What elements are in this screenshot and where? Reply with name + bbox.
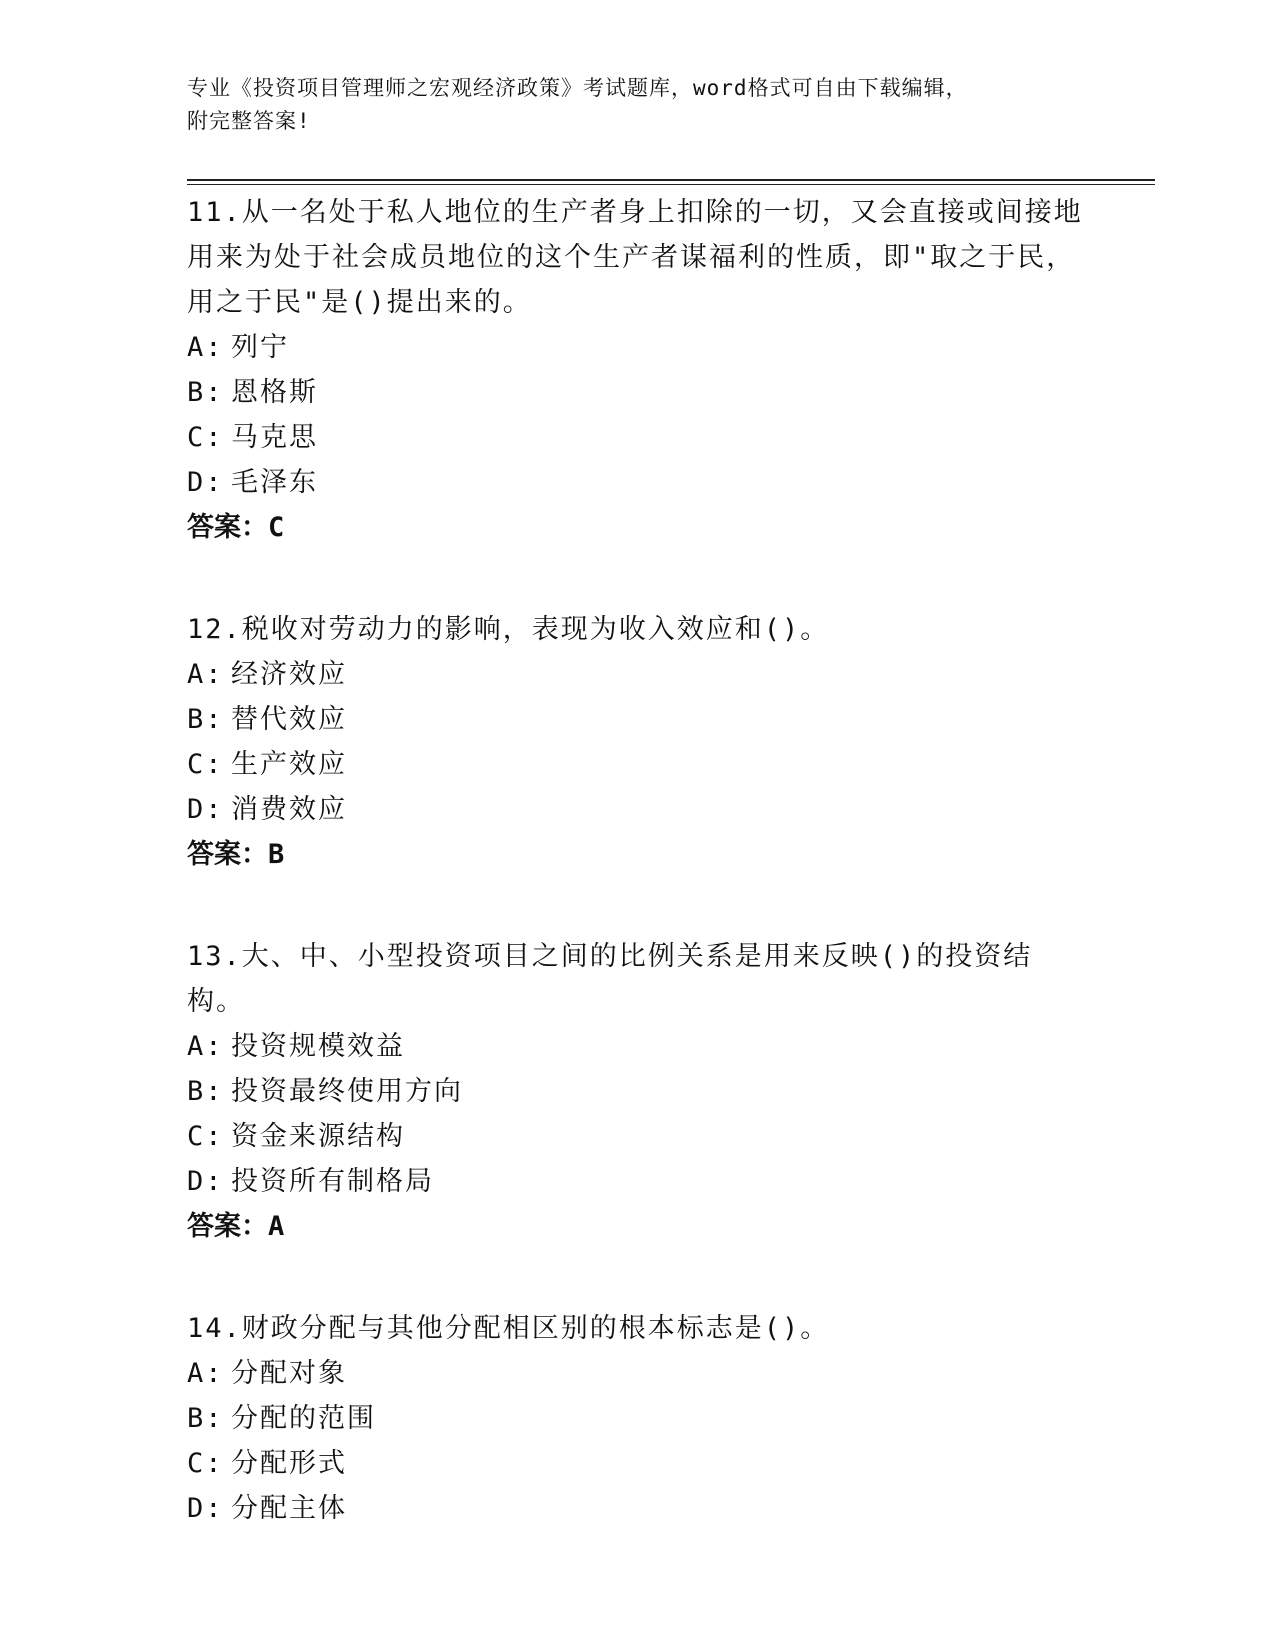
option-key: C: xyxy=(187,1448,224,1479)
option-key: C: xyxy=(187,422,224,453)
option-c xyxy=(187,1114,1087,1159)
option-key: A: xyxy=(187,332,224,363)
option-a xyxy=(187,325,1087,370)
option-key: B: xyxy=(187,1403,224,1434)
option-text: 替代效应 xyxy=(231,704,347,735)
option-text: 消费效应 xyxy=(231,794,347,825)
option-text: 经济效应 xyxy=(231,659,347,690)
option-d xyxy=(187,460,1087,505)
option-b xyxy=(187,370,1087,415)
option-text: 恩格斯 xyxy=(231,377,318,408)
option-key: D: xyxy=(187,794,224,825)
option-key: A: xyxy=(187,659,224,690)
option-key: D: xyxy=(187,467,224,498)
option-b xyxy=(187,1396,1087,1441)
option-key: B: xyxy=(187,1076,224,1107)
document-header xyxy=(187,72,1067,138)
question-text: 用之于民"是()提出来的。 xyxy=(187,287,532,318)
header-line: 专业《投资项目管理师之宏观经济政策》考试题库，word格式可自由下载编辑， xyxy=(187,76,968,100)
question-11 xyxy=(187,190,1087,550)
option-key: B: xyxy=(187,704,224,735)
option-text: 生产效应 xyxy=(231,749,347,780)
option-key: A: xyxy=(187,1358,224,1389)
option-text: 马克思 xyxy=(231,422,318,453)
option-text: 分配主体 xyxy=(231,1493,347,1524)
header-line: 附完整答案! xyxy=(187,109,311,133)
question-text: 13.大、中、小型投资项目之间的比例关系是用来反映()的投资结构。 xyxy=(187,941,1033,1017)
option-text: 分配形式 xyxy=(231,1448,347,1479)
option-key: C: xyxy=(187,749,224,780)
answer-text: 答案：C xyxy=(187,512,285,543)
option-text: 投资最终使用方向 xyxy=(231,1076,463,1107)
option-text: 资金来源结构 xyxy=(231,1121,405,1152)
option-text: 投资所有制格局 xyxy=(231,1166,434,1197)
option-key: D: xyxy=(187,1493,224,1524)
option-a xyxy=(187,1024,1087,1069)
question-14 xyxy=(187,1306,1087,1531)
question-list xyxy=(187,190,1087,1588)
option-a xyxy=(187,1351,1087,1396)
question-text: 用来为处于社会成员地位的这个生产者谋福利的性质，即"取之于民， xyxy=(187,242,1076,273)
option-key: C: xyxy=(187,1121,224,1152)
option-c xyxy=(187,1441,1087,1486)
question-text: 11.从一名处于私人地位的生产者身上扣除的一切，又会直接或间接地 xyxy=(187,197,1083,228)
option-b xyxy=(187,1069,1087,1114)
option-c xyxy=(187,742,1087,787)
option-key: D: xyxy=(187,1166,224,1197)
question-13 xyxy=(187,934,1087,1249)
question-text: 14.财政分配与其他分配相区别的根本标志是()。 xyxy=(187,1313,830,1344)
answer-text: 答案：A xyxy=(187,1211,285,1242)
option-b xyxy=(187,697,1087,742)
option-d xyxy=(187,1486,1087,1531)
question-text: 12.税收对劳动力的影响，表现为收入效应和()。 xyxy=(187,614,830,645)
option-text: 分配对象 xyxy=(231,1358,347,1389)
question-12 xyxy=(187,607,1087,877)
option-key: A: xyxy=(187,1031,224,1062)
answer-text: 答案：B xyxy=(187,839,285,870)
option-d xyxy=(187,1159,1087,1204)
option-text: 投资规模效益 xyxy=(231,1031,405,1062)
option-text: 毛泽东 xyxy=(231,467,318,498)
header-divider xyxy=(187,179,1155,181)
option-c xyxy=(187,415,1087,460)
header-divider xyxy=(187,184,1155,185)
option-key: B: xyxy=(187,377,224,408)
option-a xyxy=(187,652,1087,697)
option-text: 列宁 xyxy=(231,332,289,363)
option-text: 分配的范围 xyxy=(231,1403,376,1434)
option-d xyxy=(187,787,1087,832)
